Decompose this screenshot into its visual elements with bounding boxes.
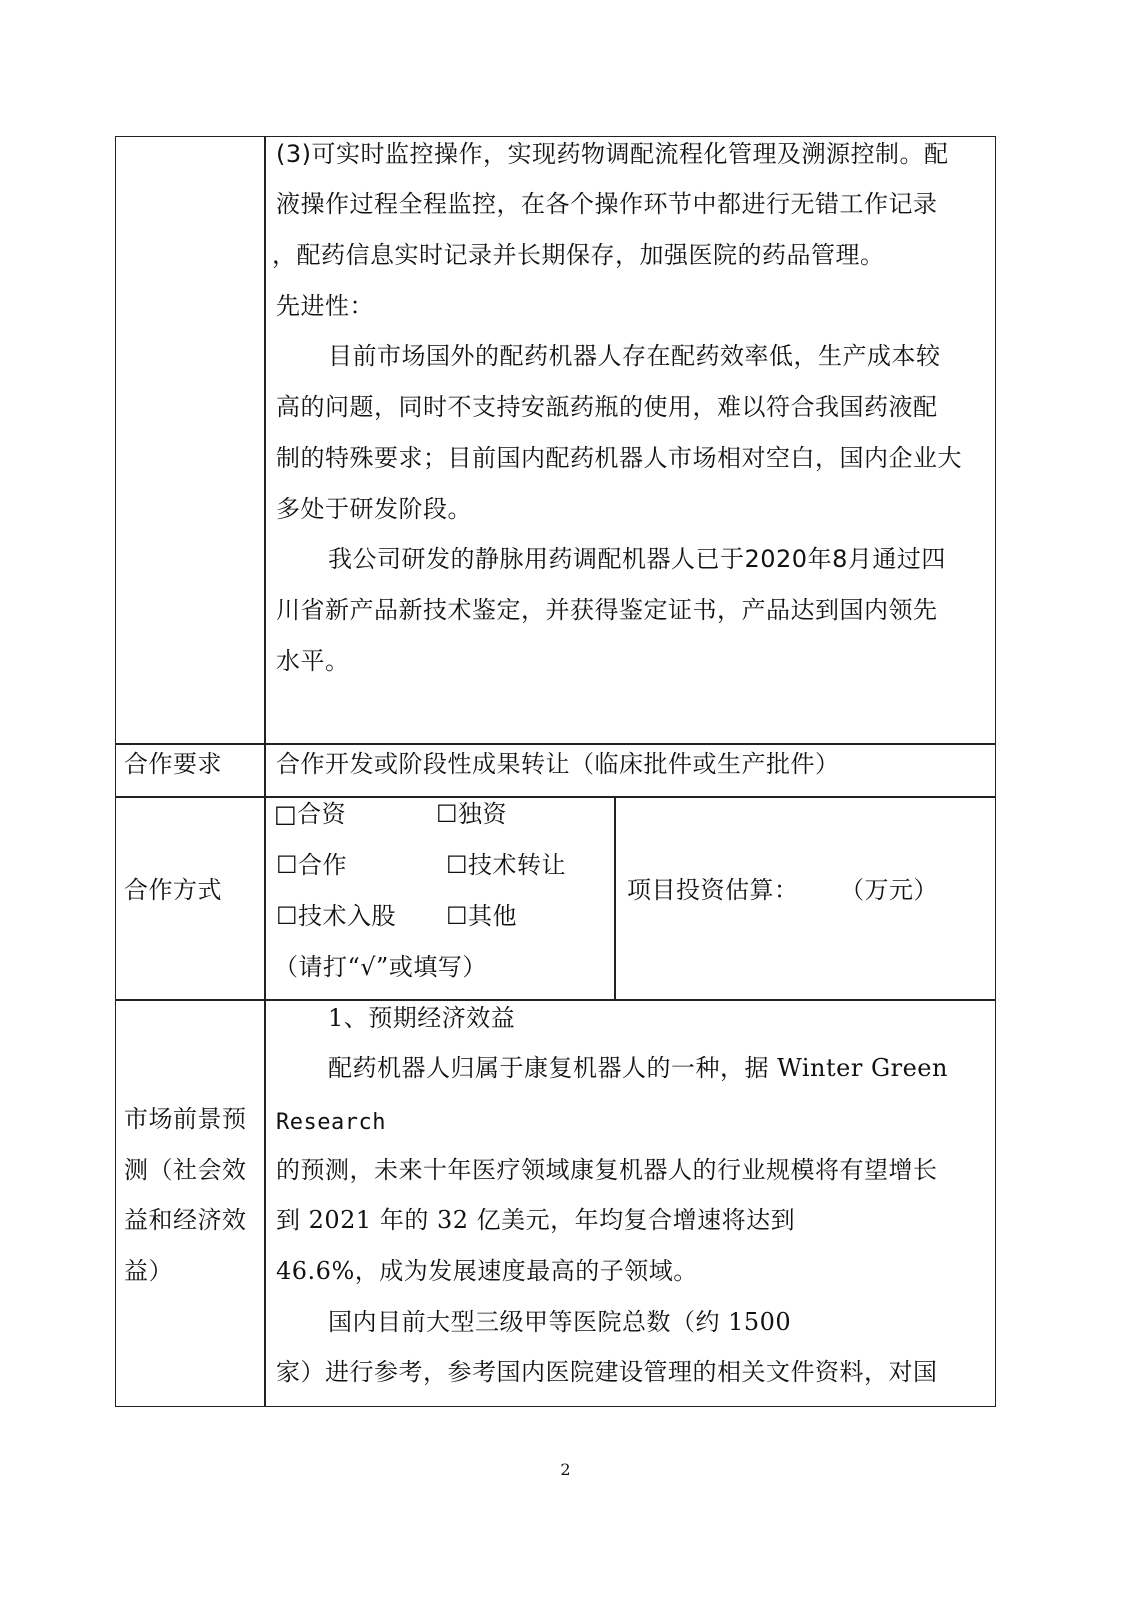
- market-line: 46.6%，成为发展速度最高的子领域。: [276, 1257, 698, 1285]
- option-tech-equity[interactable]: ☐技术入股: [276, 902, 397, 930]
- market-line: Research: [276, 1110, 386, 1135]
- feature-line: 液操作过程全程监控，在各个操作环节中都进行无错工作记录: [276, 190, 938, 218]
- option-other[interactable]: ☐其他: [446, 902, 518, 930]
- option-joint-venture[interactable]: □合资: [274, 800, 347, 828]
- advanced-heading: 先进性：: [276, 292, 374, 320]
- investment-label: 项目投资估算：: [627, 876, 799, 904]
- label-column-divider: [264, 136, 266, 1407]
- cooperation-req-label: 合作要求: [124, 750, 222, 778]
- mode-hint: （请打“√”或填写）: [274, 953, 487, 981]
- advanced-line: 制的特殊要求；目前国内配药机器人市场相对空白，国内企业大: [276, 444, 962, 472]
- advanced-line: 水平。: [276, 647, 350, 675]
- option-sole-proprietorship[interactable]: ☐独资: [436, 800, 508, 828]
- row-divider-1: [115, 743, 996, 745]
- market-line: 国内目前大型三级甲等医院总数（约 1500: [328, 1308, 792, 1336]
- feature-line: ，配药信息实时记录并长期保存，加强医院的药品管理。: [272, 241, 885, 269]
- option-cooperation[interactable]: ☐合作: [276, 851, 348, 879]
- market-line: 的预测，未来十年医疗领域康复机器人的行业规模将有望增长: [276, 1156, 938, 1184]
- market-line: 配药机器人归属于康复机器人的一种，据 Winter Green: [328, 1054, 948, 1082]
- market-label-line: 益和经济效: [124, 1206, 247, 1234]
- row-divider-3: [115, 999, 996, 1001]
- market-label-line: 益）: [124, 1257, 173, 1285]
- page-number: 2: [560, 1460, 571, 1479]
- cooperation-req-value: 合作开发或阶段性成果转让（临床批件或生产批件）: [276, 750, 840, 778]
- option-tech-transfer[interactable]: ☐技术转让: [446, 851, 567, 879]
- market-heading: 1、预期经济效益: [328, 1004, 516, 1032]
- advanced-line: 多处于研发阶段。: [276, 495, 472, 523]
- market-line: 家）进行参考，参考国内医院建设管理的相关文件资料，对国: [276, 1358, 938, 1386]
- row-divider-2: [115, 796, 996, 798]
- cooperation-mode-label: 合作方式: [124, 876, 222, 904]
- advanced-line: 高的问题，同时不支持安瓿药瓶的使用，难以符合我国药液配: [276, 393, 938, 421]
- market-label-line: 市场前景预: [124, 1105, 247, 1133]
- advanced-line: 川省新产品新技术鉴定，并获得鉴定证书，产品达到国内领先: [276, 596, 938, 624]
- market-label-line: 测（社会效: [124, 1156, 247, 1184]
- mode-investment-divider: [614, 796, 616, 1000]
- feature-line: (3)可实时监控操作，实现药物调配流程化管理及溯源控制。配: [276, 140, 949, 168]
- investment-unit: （万元）: [840, 876, 938, 904]
- advanced-line: 我公司研发的静脉用药调配机器人已于2020年8月通过四: [328, 545, 946, 573]
- market-line: 到 2021 年的 32 亿美元，年均复合增速将达到: [276, 1206, 796, 1234]
- advanced-line: 目前市场国外的配药机器人存在配药效率低，生产成本较: [328, 342, 941, 370]
